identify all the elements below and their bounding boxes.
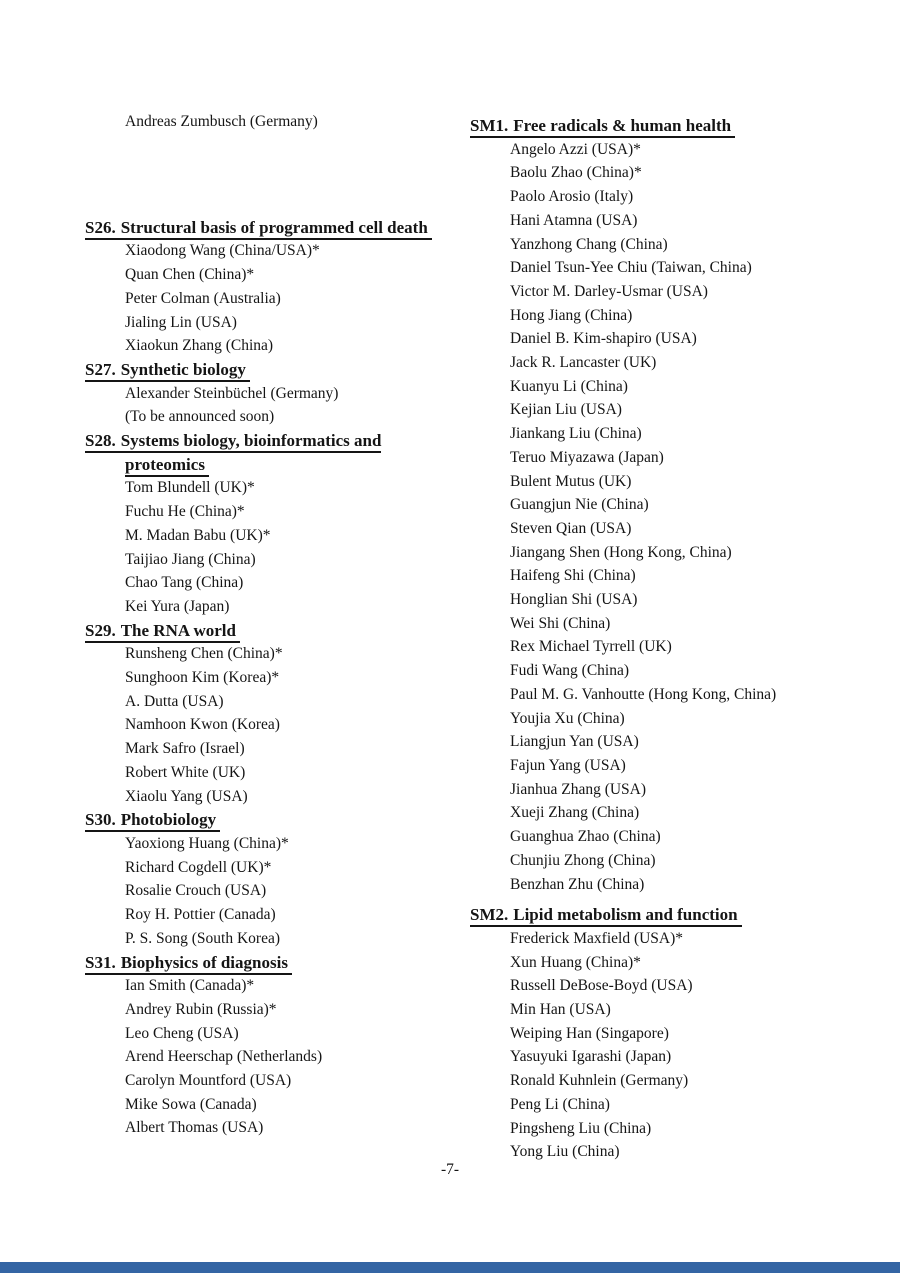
right-sections-container bbox=[470, 114, 878, 1164]
member-name: Ian Smith (Canada)* bbox=[125, 977, 255, 995]
member-name: Richard Cogdell (UK)* bbox=[125, 858, 272, 876]
member-name: Namhoon Kwon (Korea) bbox=[125, 716, 280, 734]
member-name: Jiangang Shen (Hong Kong, China) bbox=[510, 543, 732, 561]
member-name: Youjia Xu (China) bbox=[510, 709, 625, 727]
session-heading bbox=[85, 808, 453, 832]
member-name: Yanzhong Chang (China) bbox=[510, 235, 668, 253]
member-name: Baolu Zhao (China)* bbox=[510, 164, 642, 182]
member-name: Peter Colman (Australia) bbox=[125, 289, 281, 307]
session-section-s28 bbox=[85, 429, 453, 619]
bottom-window-edge-bar bbox=[0, 1262, 900, 1273]
session-title: Systems biology, bioinformatics and proteomics bbox=[120, 431, 382, 474]
member-name: Sunghoon Kim (Korea)* bbox=[125, 669, 280, 687]
member-name: Taijiao Jiang (China) bbox=[125, 550, 256, 568]
page-number: -7- bbox=[440, 1161, 460, 1178]
member-name: Xun Huang (China)* bbox=[510, 953, 641, 971]
member-name: Rosalie Crouch (USA) bbox=[125, 882, 267, 900]
session-heading bbox=[85, 216, 453, 240]
member-name: Kejian Liu (USA) bbox=[510, 401, 622, 419]
member-name: Guangjun Nie (China) bbox=[510, 496, 649, 514]
member-name: Liangjun Yan (USA) bbox=[510, 733, 639, 751]
session-number: S27. bbox=[85, 359, 116, 379]
member-name: Hong Jiang (China) bbox=[510, 306, 633, 324]
member-name: Jiankang Liu (China) bbox=[510, 425, 642, 443]
session-number: S30. bbox=[85, 810, 116, 830]
vertical-gap bbox=[85, 134, 453, 216]
session-heading bbox=[85, 619, 453, 643]
member-name: Xiaokun Zhang (China) bbox=[125, 337, 274, 355]
session-number: SM2. bbox=[470, 905, 509, 925]
session-heading bbox=[85, 429, 453, 476]
member-name: P. S. Song (South Korea) bbox=[125, 929, 281, 947]
member-name: Min Han (USA) bbox=[510, 1001, 611, 1019]
session-title: Free radicals & human health bbox=[513, 116, 732, 135]
member-name: Russell DeBose-Boyd (USA) bbox=[510, 977, 693, 995]
member-name: Chao Tang (China) bbox=[125, 574, 244, 592]
member-name: Yong Liu (China) bbox=[510, 1143, 620, 1161]
member-name: Xiaolu Yang (USA) bbox=[125, 787, 248, 805]
member-name: Teruo Miyazawa (Japan) bbox=[510, 448, 664, 466]
member-name: Daniel Tsun-Yee Chiu (Taiwan, China) bbox=[510, 259, 752, 277]
session-section-s31 bbox=[85, 951, 453, 1141]
session-title: Biophysics of diagnosis bbox=[120, 952, 288, 972]
member-name: Arend Heerschap (Netherlands) bbox=[125, 1048, 323, 1066]
member-name: Bulent Mutus (UK) bbox=[510, 472, 632, 490]
member-name: Honglian Shi (USA) bbox=[510, 591, 638, 609]
member-name: Steven Qian (USA) bbox=[510, 519, 632, 537]
member-name: Wei Shi (China) bbox=[510, 614, 611, 632]
member-name: Daniel B. Kim-shapiro (USA) bbox=[510, 330, 697, 348]
member-name: Haifeng Shi (China) bbox=[510, 567, 636, 585]
member-name: Xueji Zhang (China) bbox=[510, 804, 640, 822]
member-name: Runsheng Chen (China)* bbox=[125, 645, 283, 663]
member-name: Hani Atamna (USA) bbox=[510, 211, 638, 229]
member-name: Xiaodong Wang (China/USA)* bbox=[125, 242, 320, 260]
continuation-member-name: Andreas Zumbusch (Germany) bbox=[125, 113, 318, 130]
member-name: M. Madan Babu (UK)* bbox=[125, 526, 271, 544]
member-name: Yasuyuki Igarashi (Japan) bbox=[510, 1048, 672, 1066]
session-number: SM1. bbox=[470, 116, 509, 135]
member-name: Jack R. Lancaster (UK) bbox=[510, 354, 657, 372]
member-name: Guanghua Zhao (China) bbox=[510, 828, 661, 846]
session-section-sm2 bbox=[470, 903, 878, 1164]
session-section-s30 bbox=[85, 808, 453, 950]
left-column bbox=[85, 110, 453, 1140]
session-heading bbox=[470, 114, 878, 138]
member-name: Rex Michael Tyrrell (UK) bbox=[510, 638, 672, 656]
session-number: S31. bbox=[85, 952, 116, 972]
session-number: S26. bbox=[85, 217, 116, 237]
member-name: Fajun Yang (USA) bbox=[510, 756, 626, 774]
session-section-s29 bbox=[85, 619, 453, 809]
member-name: Kuanyu Li (China) bbox=[510, 377, 628, 395]
session-title: The RNA world bbox=[120, 620, 236, 640]
member-name: Benzhan Zhu (China) bbox=[510, 875, 645, 893]
session-title: Synthetic biology bbox=[120, 359, 246, 379]
member-name: Andrey Rubin (Russia)* bbox=[125, 1000, 277, 1018]
member-name: Alexander Steinbüchel (Germany) bbox=[125, 384, 339, 402]
member-name: Frederick Maxfield (USA)* bbox=[510, 929, 684, 947]
member-name: Mike Sowa (Canada) bbox=[125, 1095, 257, 1113]
left-sections-container bbox=[85, 216, 453, 1140]
member-name: Fuchu He (China)* bbox=[125, 503, 245, 521]
member-name: Leo Cheng (USA) bbox=[125, 1024, 239, 1042]
session-heading bbox=[470, 903, 878, 927]
session-section-s26 bbox=[85, 216, 453, 358]
member-name: Victor M. Darley-Usmar (USA) bbox=[510, 282, 708, 300]
member-name: Pingsheng Liu (China) bbox=[510, 1119, 652, 1137]
session-title: Photobiology bbox=[120, 810, 217, 830]
session-heading bbox=[85, 358, 453, 382]
member-name: Robert White (UK) bbox=[125, 763, 246, 781]
session-section-s27 bbox=[85, 358, 453, 429]
session-title: Structural basis of programmed cell death bbox=[120, 217, 428, 237]
member-name: Mark Safro (Israel) bbox=[125, 740, 245, 758]
member-name: Weiping Han (Singapore) bbox=[510, 1024, 669, 1042]
member-name: Tom Blundell (UK)* bbox=[125, 479, 255, 497]
right-column bbox=[470, 114, 878, 1164]
member-name: Peng Li (China) bbox=[510, 1095, 610, 1113]
member-name: Paul M. G. Vanhoutte (Hong Kong, China) bbox=[510, 685, 777, 703]
member-name: Roy H. Pottier (Canada) bbox=[125, 906, 276, 924]
member-name: Fudi Wang (China) bbox=[510, 662, 630, 680]
member-name: Paolo Arosio (Italy) bbox=[510, 188, 634, 206]
member-name: Yaoxiong Huang (China)* bbox=[125, 834, 289, 852]
member-name: Jianhua Zhang (USA) bbox=[510, 780, 647, 798]
member-name: Carolyn Mountford (USA) bbox=[125, 1072, 292, 1090]
member-name: Chunjiu Zhong (China) bbox=[510, 851, 656, 869]
member-name: Kei Yura (Japan) bbox=[125, 597, 230, 615]
member-name: (To be announced soon) bbox=[125, 408, 275, 426]
session-title: Lipid metabolism and function bbox=[513, 905, 738, 925]
member-name: Ronald Kuhnlein (Germany) bbox=[510, 1072, 689, 1090]
session-number: S28. bbox=[85, 431, 116, 451]
session-section-sm1 bbox=[470, 114, 878, 896]
member-name: Jialing Lin (USA) bbox=[125, 313, 237, 331]
member-name: Angelo Azzi (USA)* bbox=[510, 140, 641, 158]
session-number: S29. bbox=[85, 620, 116, 640]
session-heading bbox=[85, 951, 453, 975]
member-name: Quan Chen (China)* bbox=[125, 266, 255, 284]
member-name: A. Dutta (USA) bbox=[125, 692, 224, 710]
member-name: Albert Thomas (USA) bbox=[125, 1119, 264, 1137]
